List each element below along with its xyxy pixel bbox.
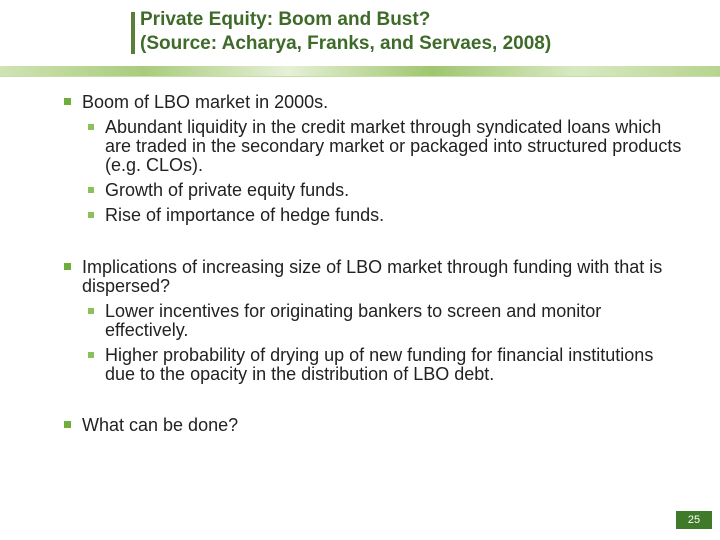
bullet-2: Implications of increasing size of LBO market through funding with that is dispersed? (82, 257, 663, 296)
bullet-marker-icon (64, 263, 71, 270)
sub-bullet-marker-icon (88, 308, 94, 314)
bullet-1-2: Growth of private equity funds. (105, 180, 350, 200)
bullet-1-3: Rise of importance of hedge funds. (105, 205, 385, 225)
bullet-marker-icon (64, 98, 71, 105)
page-number-badge: 25 (676, 511, 712, 529)
sub-bullet-marker-icon (88, 187, 94, 193)
bullet-1: Boom of LBO market in 2000s. (82, 92, 329, 112)
bullet-3: What can be done? (82, 415, 239, 435)
bullet-2-1: Lower incentives for originating bankers to screen and monitor effectively. (105, 301, 602, 340)
sub-bullet-marker-icon (88, 124, 94, 130)
sub-bullet-marker-icon (88, 352, 94, 358)
slide-title-line-1: Private Equity: Boom and Bust? (140, 9, 431, 30)
bullet-marker-icon (64, 421, 71, 428)
bullet-1-1: Abundant liquidity in the credit market through syndicated loans which are traded in the secondary market or packaged into structured products (e.g. CLOs). (105, 117, 682, 175)
bullet-2-2: Higher probability of drying up of new funding for financial institutions due to the opacity in the distribution of LBO debt. (105, 345, 654, 384)
slide-title-line-2: (Source: Acharya, Franks, and Servaes, 2008) (140, 33, 552, 54)
sub-bullet-marker-icon (88, 212, 94, 218)
